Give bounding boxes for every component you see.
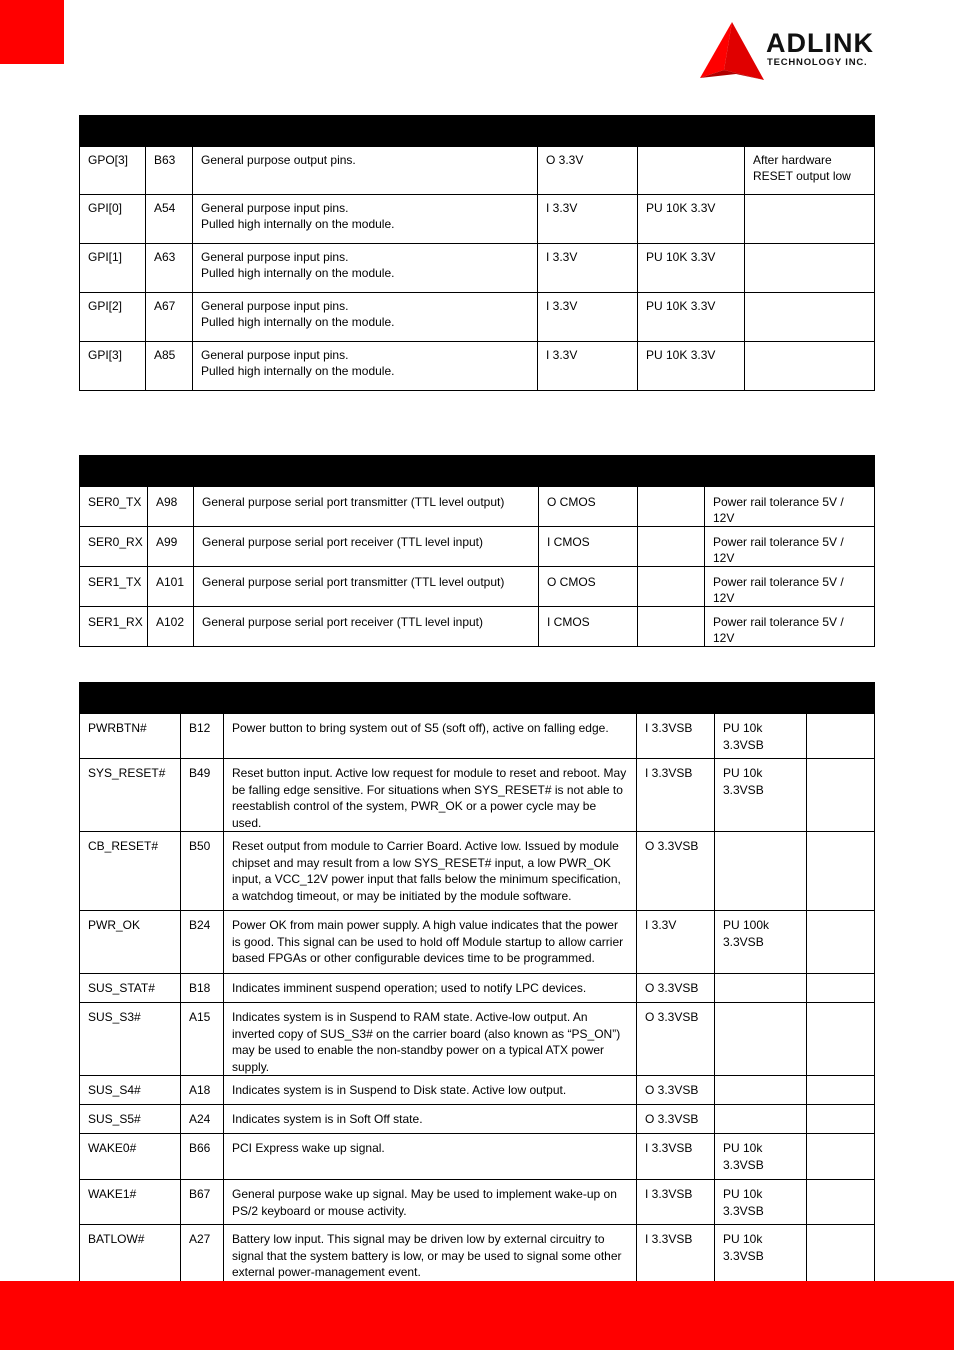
cell-description: Battery low input. This signal may be driven low by external circuitry to signal that the system battery is low, or may be used to signal some other external power-management event.	[224, 1225, 637, 1287]
cell-io: I 3.3VSB	[637, 1225, 715, 1287]
cell-description: Indicates system is in Suspend to Disk state. Active low output.	[224, 1076, 637, 1105]
adlink-logo	[696, 18, 908, 86]
cell-comment: Power rail tolerance 5V / 12V	[705, 527, 875, 567]
footer-band	[0, 1281, 954, 1350]
cell-pin: B12	[181, 714, 224, 759]
cell-pin: A18	[181, 1076, 224, 1105]
cell-io: O 3.3VSB	[637, 1076, 715, 1105]
cell-comment	[807, 832, 875, 911]
cell-signal: GPI[3]	[80, 342, 146, 391]
cell-pu-pd	[638, 527, 705, 567]
cell-pin: B67	[181, 1180, 224, 1225]
table-header-bar	[80, 116, 875, 147]
cell-io: I 3.3V	[538, 342, 638, 391]
table-row	[80, 607, 875, 647]
cell-description: General purpose serial port transmitter (TTL level output)	[194, 487, 539, 527]
cell-pin: B66	[181, 1134, 224, 1180]
cell-pin: A99	[148, 527, 194, 567]
cell-io: O 3.3V	[538, 147, 638, 195]
cell-io: I 3.3V	[538, 244, 638, 293]
cell-pin: A102	[148, 607, 194, 647]
cell-description: General purpose serial port transmitter (TTL level output)	[194, 567, 539, 607]
cell-description: Indicates system is in Soft Off state.	[224, 1105, 637, 1134]
cell-comment	[807, 974, 875, 1003]
cell-pu-pd	[715, 974, 807, 1003]
cell-pin: A63	[146, 244, 193, 293]
cell-pu-pd	[638, 487, 705, 527]
cell-signal: SER0_RX	[80, 527, 148, 567]
cell-signal: SUS_S3#	[80, 1003, 181, 1076]
cell-pin: B49	[181, 759, 224, 832]
table-row	[80, 487, 875, 527]
cell-comment	[807, 759, 875, 832]
cell-io: O CMOS	[539, 487, 638, 527]
cell-comment	[807, 1105, 875, 1134]
cell-pu-pd	[638, 147, 745, 195]
cell-pin: A24	[181, 1105, 224, 1134]
cell-io: I 3.3VSB	[637, 1134, 715, 1180]
cell-io: O 3.3VSB	[637, 832, 715, 911]
cell-io: O 3.3VSB	[637, 1003, 715, 1076]
cell-description: General purpose input pins. Pulled high internally on the module.	[193, 293, 538, 342]
cell-description: General purpose serial port receiver (TTL level input)	[194, 607, 539, 647]
cell-signal: GPI[2]	[80, 293, 146, 342]
cell-pin: A15	[181, 1003, 224, 1076]
table-header-bar	[80, 683, 875, 714]
cell-pu-pd	[715, 1076, 807, 1105]
table-row	[80, 974, 875, 1003]
cell-comment	[745, 195, 875, 244]
table-row	[80, 1105, 875, 1134]
table-header-bar	[80, 456, 875, 487]
table-row	[80, 759, 875, 832]
cell-signal: GPI[1]	[80, 244, 146, 293]
cell-signal: SUS_S5#	[80, 1105, 181, 1134]
cell-signal: GPO[3]	[80, 147, 146, 195]
cell-pu-pd	[715, 832, 807, 911]
cell-description: General purpose output pins.	[193, 147, 538, 195]
table-row	[80, 1134, 875, 1180]
table-row	[80, 832, 875, 911]
cell-pin: A54	[146, 195, 193, 244]
cell-description: Indicates system is in Suspend to RAM state. Active-low output. An inverted copy of SUS_S3# on the carrier board (also known as “PS_ON”) may be used to enable the non-standby power on a typical ATX power supply.	[224, 1003, 637, 1076]
cell-description: PCI Express wake up signal.	[224, 1134, 637, 1180]
serial-table	[79, 455, 875, 647]
table-row	[80, 1076, 875, 1105]
table-row	[80, 911, 875, 974]
cell-description: Power OK from main power supply. A high value indicates that the power is good. This signal can be used to hold off Module startup to allow carrier based FPGAs or other configurable devices time to be programmed.	[224, 911, 637, 974]
cell-signal: PWR_OK	[80, 911, 181, 974]
cell-comment	[745, 342, 875, 391]
cell-io: I 3.3VSB	[637, 714, 715, 759]
cell-pin: B18	[181, 974, 224, 1003]
adlink-logo-graphic	[696, 18, 908, 86]
cell-io: O 3.3VSB	[637, 974, 715, 1003]
cell-comment: Power rail tolerance 5V / 12V	[705, 567, 875, 607]
cell-description: General purpose input pins. Pulled high internally on the module.	[193, 195, 538, 244]
cell-io: I 3.3V	[637, 911, 715, 974]
cell-comment	[807, 911, 875, 974]
cell-signal: SER1_RX	[80, 607, 148, 647]
cell-pin: A98	[148, 487, 194, 527]
table-row	[80, 527, 875, 567]
cell-pin: A85	[146, 342, 193, 391]
cell-signal: PWRBTN#	[80, 714, 181, 759]
table-row	[80, 1225, 875, 1287]
cell-signal: SYS_RESET#	[80, 759, 181, 832]
cell-comment	[745, 244, 875, 293]
cell-description: Reset output from module to Carrier Board. Active low. Issued by module chipset and may result from a low SYS_RESET# input, a low PWR_OK input, a VCC_12V power input that falls below the minimum specification, a watchdog timeout, or may be initiated by the module software.	[224, 832, 637, 911]
cell-signal: CB_RESET#	[80, 832, 181, 911]
cell-pu-pd: PU 10k 3.3VSB	[715, 759, 807, 832]
cell-io: I CMOS	[539, 607, 638, 647]
table-row	[80, 195, 875, 244]
cell-comment: Power rail tolerance 5V / 12V	[705, 487, 875, 527]
cell-signal: SUS_S4#	[80, 1076, 181, 1105]
cell-pu-pd: PU 10K 3.3V	[638, 342, 745, 391]
cell-comment	[807, 1134, 875, 1180]
cell-io: O 3.3VSB	[637, 1105, 715, 1134]
cell-comment	[807, 1076, 875, 1105]
cell-signal: GPI[0]	[80, 195, 146, 244]
cell-comment: After hardware RESET output low	[745, 147, 875, 195]
cell-io: I 3.3V	[538, 293, 638, 342]
cell-comment	[807, 1225, 875, 1287]
cell-description: Reset button input. Active low request for module to reset and reboot. May be falling edge sensitive. For situations when SYS_RESET# is not able to reestablish control of the system, PWR_OK or a power cycle may be used.	[224, 759, 637, 832]
cell-pu-pd: PU 10k 3.3VSB	[715, 714, 807, 759]
cell-comment	[807, 1180, 875, 1225]
cell-io: I 3.3VSB	[637, 759, 715, 832]
cell-description: General purpose serial port receiver (TTL level input)	[194, 527, 539, 567]
power-table	[79, 682, 875, 1287]
cell-pin: A27	[181, 1225, 224, 1287]
cell-comment	[745, 293, 875, 342]
cell-description: General purpose input pins. Pulled high internally on the module.	[193, 244, 538, 293]
cell-pu-pd: PU 10K 3.3V	[638, 293, 745, 342]
cell-signal: BATLOW#	[80, 1225, 181, 1287]
table-row	[80, 342, 875, 391]
cell-signal: SUS_STAT#	[80, 974, 181, 1003]
table-row	[80, 1180, 875, 1225]
cell-io: I CMOS	[539, 527, 638, 567]
cell-pu-pd: PU 10K 3.3V	[638, 244, 745, 293]
cell-io: I 3.3V	[538, 195, 638, 244]
cell-pin: A101	[148, 567, 194, 607]
cell-pin: B24	[181, 911, 224, 974]
gpio-table	[79, 115, 875, 391]
table-row	[80, 293, 875, 342]
cell-signal: WAKE0#	[80, 1134, 181, 1180]
cell-signal: SER0_TX	[80, 487, 148, 527]
cell-pu-pd: PU 10k 3.3VSB	[715, 1134, 807, 1180]
cell-description: Indicates imminent suspend operation; used to notify LPC devices.	[224, 974, 637, 1003]
cell-pu-pd: PU 10k 3.3VSB	[715, 1180, 807, 1225]
cell-pu-pd	[715, 1105, 807, 1134]
cell-pu-pd: PU 10k 3.3VSB	[715, 1225, 807, 1287]
cell-signal: WAKE1#	[80, 1180, 181, 1225]
table-row	[80, 567, 875, 607]
cell-io: O CMOS	[539, 567, 638, 607]
cell-pin: B63	[146, 147, 193, 195]
table-row	[80, 714, 875, 759]
cell-pu-pd: PU 100k 3.3VSB	[715, 911, 807, 974]
cell-description: General purpose wake up signal. May be used to implement wake-up on PS/2 keyboard or mouse activity.	[224, 1180, 637, 1225]
brand-tagline: TECHNOLOGY INC.	[767, 57, 868, 68]
cell-pu-pd	[638, 567, 705, 607]
cell-signal: SER1_TX	[80, 567, 148, 607]
cell-pin: B50	[181, 832, 224, 911]
cell-pin: A67	[146, 293, 193, 342]
table-row	[80, 244, 875, 293]
cell-description: Power button to bring system out of S5 (soft off), active on falling edge.	[224, 714, 637, 759]
corner-tab	[0, 0, 64, 64]
cell-io: I 3.3VSB	[637, 1180, 715, 1225]
table-row	[80, 1003, 875, 1076]
brand-name: ADLINK	[766, 28, 874, 58]
cell-comment	[807, 1003, 875, 1076]
table-row	[80, 147, 875, 195]
cell-pu-pd	[715, 1003, 807, 1076]
cell-description: General purpose input pins. Pulled high internally on the module.	[193, 342, 538, 391]
cell-pu-pd	[638, 607, 705, 647]
cell-comment: Power rail tolerance 5V / 12V	[705, 607, 875, 647]
cell-pu-pd: PU 10K 3.3V	[638, 195, 745, 244]
cell-comment	[807, 714, 875, 759]
